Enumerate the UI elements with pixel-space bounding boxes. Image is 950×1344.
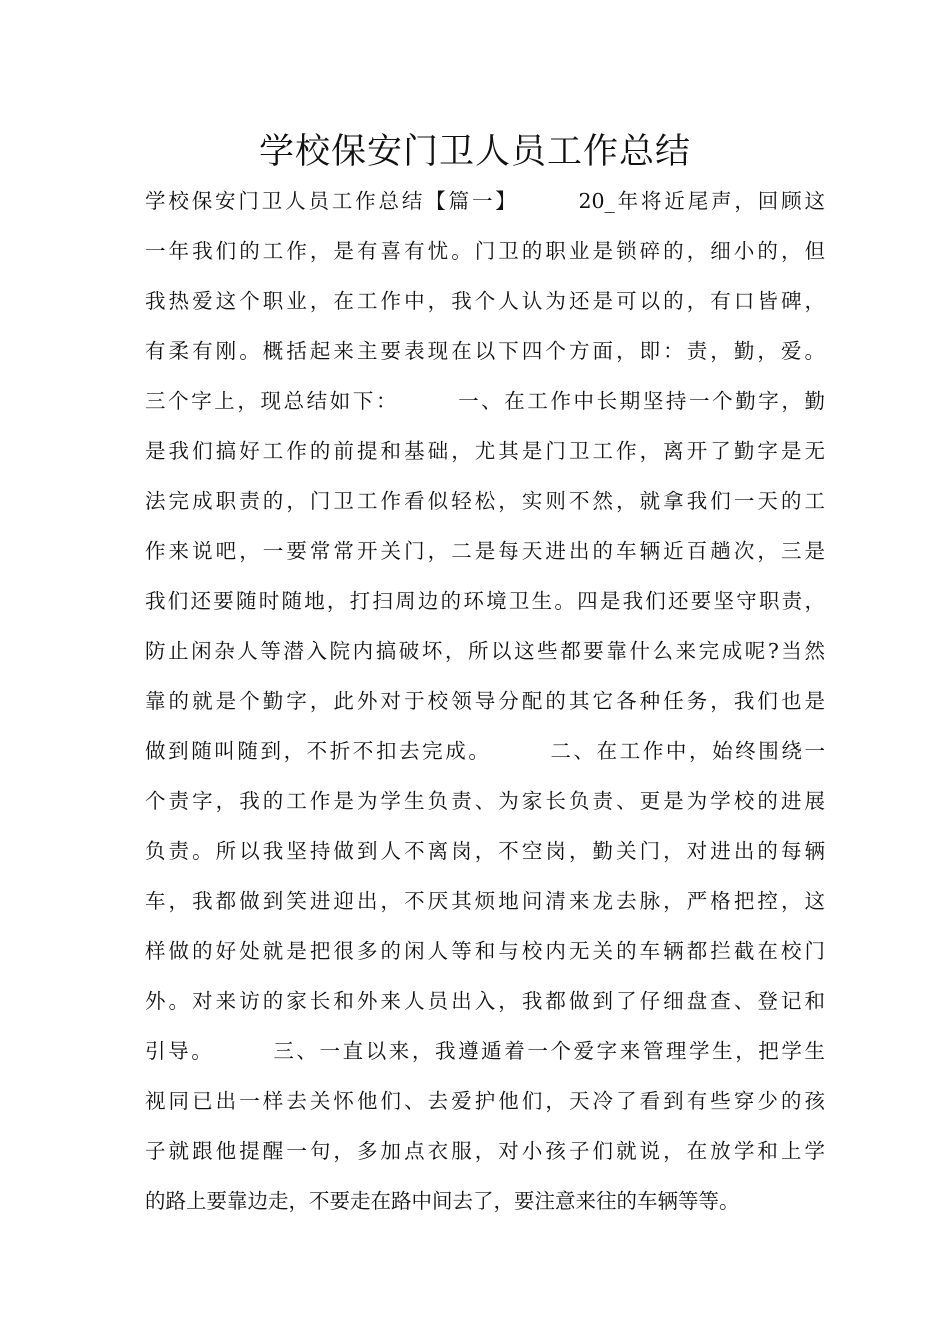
text-line: 防止闲杂人等潜入院内搞破坏，所以这些都要靠什么来完成呢?当然: [145, 639, 825, 663]
text-line: 靠的就是个勤字，此外对于校领导分配的其它各种任务，我们也是: [145, 689, 825, 713]
text-line: 法完成职责的，门卫工作看似轻松，实则不然，就拿我们一天的工: [145, 489, 825, 513]
text-line: 负责。所以我坚持做到人不离岗，不空岗，勤关门，对进出的每辆: [145, 839, 825, 863]
text-line: 样做的好处就是把很多的闲人等和与校内无关的车辆都拦截在校门: [145, 939, 825, 963]
text-line: 学校保安门卫人员工作总结【篇一】 20_年将近尾声，回顾这: [145, 189, 825, 213]
text-line: 车，我都做到笑进迎出，不厌其烦地问清来龙去脉，严格把控，这: [145, 889, 825, 913]
text-line: 作来说吧，一要常常开关门，二是每天进出的车辆近百趟次，三是: [145, 539, 825, 563]
text-line: 有柔有刚。概括起来主要表现在以下四个方面，即：责，勤，爱。: [145, 339, 825, 363]
body-text: [145, 176, 825, 1226]
text-line: 一年我们的工作，是有喜有忧。门卫的职业是锁碎的，细小的，但: [145, 239, 825, 263]
text-line: 做到随叫随到，不折不扣去完成。 二、在工作中，始终围绕一: [145, 739, 825, 763]
page-title: 学校保安门卫人员工作总结: [258, 132, 691, 172]
text-line: 三个字上，现总结如下： 一、在工作中长期坚持一个勤字，勤: [145, 389, 825, 413]
text-line: 外。对来访的家长和外来人员出入，我都做到了仔细盘查、登记和: [145, 989, 825, 1013]
text-line: 视同已出一样去关怀他们、去爱护他们，天冷了看到有些穿少的孩: [145, 1089, 825, 1113]
text-line: 个责字，我的工作是为学生负责、为家长负责、更是为学校的进展: [145, 789, 825, 813]
text-line: 我们还要随时随地，打扫周边的环境卫生。四是我们还要坚守职责，: [145, 589, 825, 613]
text-line: 引导。 三、一直以来，我遵遁着一个爱字来管理学生，把学生: [145, 1039, 825, 1063]
text-line: 我热爱这个职业，在工作中，我个人认为还是可以的，有口皆碑，: [145, 289, 825, 313]
text-line: 子就跟他提醒一句，多加点衣服，对小孩子们就说，在放学和上学: [145, 1139, 825, 1163]
text-line: 是我们搞好工作的前提和基础，尤其是门卫工作，离开了勤字是无: [145, 439, 825, 463]
text-line: 的路上要靠边走，不要走在路中间去了，要注意来往的车辆等等。: [145, 1189, 740, 1213]
